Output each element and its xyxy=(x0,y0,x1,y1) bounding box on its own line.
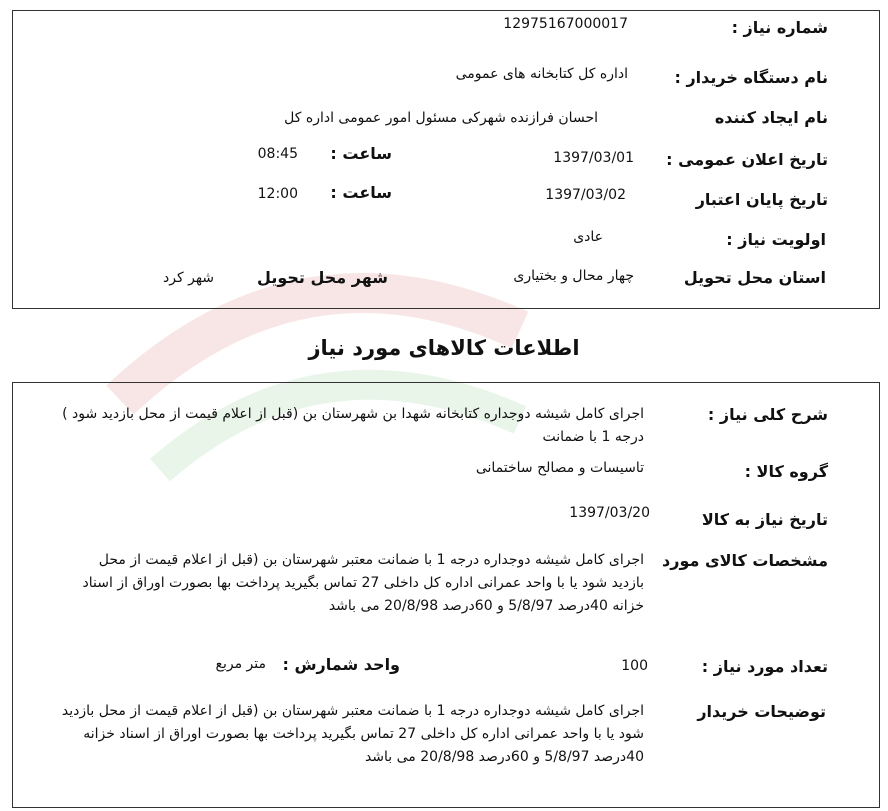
announce-time-label: ساعت : xyxy=(330,144,392,163)
announce-date: 1397/03/01 xyxy=(553,150,634,166)
creator: احسان فرازنده شهرکی مسئول امور عمومی اداره کل xyxy=(284,110,598,126)
expiry-time-label: ساعت : xyxy=(330,183,392,202)
description-label: شرح کلی نیاز : xyxy=(707,405,828,424)
specs-label: مشخصات کالای مورد xyxy=(662,551,828,570)
unit: متر مربع xyxy=(215,656,266,672)
announce-date-label: تاریخ اعلان عمومی : xyxy=(666,150,828,169)
need-number-label: شماره نیاز : xyxy=(731,18,828,37)
need-number: 12975167000017 xyxy=(503,16,628,32)
section-title: اطلاعات کالاهای مورد نیاز xyxy=(308,336,580,360)
specs: اجرای کامل شیشه دوجداره درجه 1 با ضمانت معتبر شهرستان بن (قبل از اعلام قیمت از محل بازدید شود یا با واحد عمرانی اداره کل داخلی 27 تماس بگیرید پرداخت بها بصورت اوراق از اسناد خزانه 40درصد 5/8/97 و 60درصد 20/8/98 می باشد xyxy=(82,552,644,614)
buyer-notes-label: توضیحات خریدار xyxy=(697,702,826,721)
priority: عادی xyxy=(573,229,603,245)
city: شهر کرد xyxy=(163,270,214,286)
need-date-label: تاریخ نیاز به کالا xyxy=(701,510,828,529)
buyer: اداره کل کتابخانه های عمومی xyxy=(455,66,628,82)
province-label: استان محل تحویل xyxy=(683,268,826,287)
description: اجرای کامل شیشه دوجداره کتابخانه شهدا بن شهرستان بن (قبل از اعلام قیمت از محل بازدید شود ) درجه 1 با ضمانت xyxy=(62,406,644,445)
announce-time: 08:45 xyxy=(257,146,298,162)
creator-label: نام ایجاد کننده xyxy=(714,108,828,127)
expiry-date-label: تاریخ پایان اعتبار xyxy=(695,190,828,209)
unit-label: واحد شمارش : xyxy=(282,655,400,674)
city-label: شهر محل تحویل xyxy=(257,268,388,287)
buyer-label: نام دستگاه خریدار : xyxy=(674,68,828,87)
need-date: 1397/03/20 xyxy=(569,505,650,521)
group: تاسیسات و مصالح ساختمانی xyxy=(475,460,644,476)
expiry-date: 1397/03/02 xyxy=(545,187,626,203)
quantity-label: تعداد مورد نیاز : xyxy=(701,657,828,676)
expiry-time: 12:00 xyxy=(257,186,298,202)
group-label: گروه کالا : xyxy=(744,462,828,481)
priority-label: اولویت نیاز : xyxy=(726,230,826,249)
province: چهار محال و بختیاری xyxy=(513,268,634,284)
buyer-notes: اجرای کامل شیشه دوجداره درجه 1 با ضمانت معتبر شهرستان بن (قبل از اعلام قیمت از محل بازدید شود یا با واحد عمرانی اداره کل داخلی 27 تماس بگیرید پرداخت بها بصورت اوراق از اسناد خزانه 40درصد 5/8/97 و 60درصد 20/8/98 می باشد xyxy=(61,703,644,765)
quantity: 100 xyxy=(621,658,648,674)
